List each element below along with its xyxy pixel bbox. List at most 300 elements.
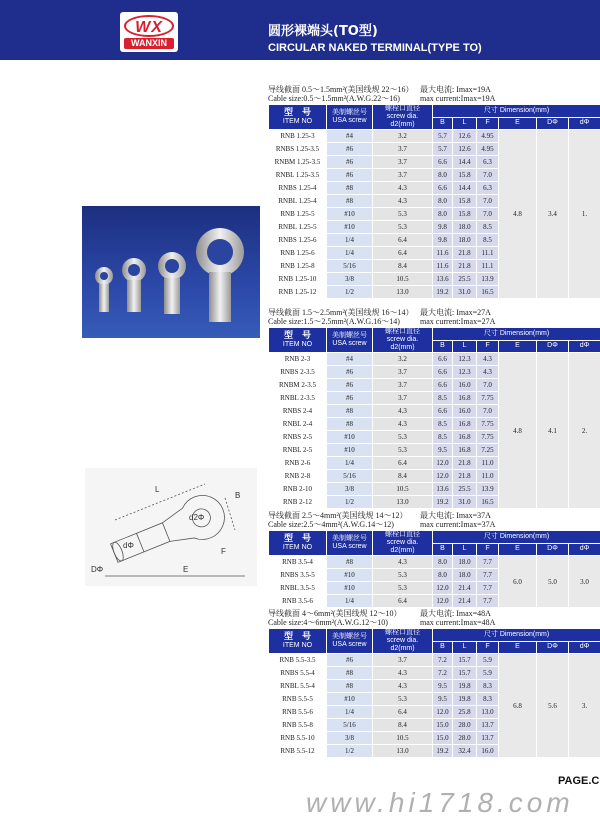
cell-l: 32.4 — [453, 745, 477, 758]
cell-d2: 5.3 — [373, 208, 433, 221]
col-header-f: F — [477, 117, 499, 130]
col-header-f: F — [477, 543, 499, 556]
cell-usa: #8 — [327, 680, 373, 693]
cell-f: 16.5 — [477, 496, 499, 509]
col-header-d2-en: screw dia. — [386, 113, 419, 120]
page-title-en: CIRCULAR NAKED TERMINAL(TYPE TO) — [268, 42, 482, 54]
cell-usa: #8 — [327, 556, 373, 569]
dim-label-f: F — [221, 547, 226, 556]
cell-f: 13.9 — [477, 273, 499, 286]
cell-item: RNB 5.5-6 — [269, 706, 327, 719]
cell-usa: #8 — [327, 418, 373, 431]
col-header-usa-en: USA screw — [332, 340, 367, 347]
col-header-e: E — [499, 340, 537, 353]
cell-usa: 1/4 — [327, 457, 373, 470]
cell-d-merged: 3.4 — [537, 130, 569, 299]
cable-size-en — [268, 317, 600, 326]
cell-l: 21.8 — [453, 260, 477, 273]
col-header-d2-unit: d2(mm) — [390, 344, 415, 351]
col-header-type-cn: 型 号 — [283, 107, 311, 117]
cell-f: 7.7 — [477, 556, 499, 569]
cell-l: 12.6 — [453, 130, 477, 143]
cell-d-merged: 2. — [569, 353, 600, 509]
col-header-d: DΦ — [537, 117, 569, 130]
cell-b: 19.2 — [433, 496, 453, 509]
cell-d2: 3.7 — [373, 156, 433, 169]
cell-b: 8.0 — [433, 169, 453, 182]
cell-d2: 4.3 — [373, 418, 433, 431]
cell-d2: 5.3 — [373, 582, 433, 595]
col-header-d2-en: screw dia. — [386, 637, 419, 644]
spec-section-1 — [268, 85, 600, 299]
cable-size-cn-text: 导线截面 2.5～4mm²(美国线规 14～12） — [268, 511, 408, 520]
cell-f: 8.3 — [477, 680, 499, 693]
cell-d-merged: 3. — [569, 654, 600, 758]
cell-d2: 4.3 — [373, 667, 433, 680]
col-header-type — [269, 105, 327, 130]
cell-item: RNB 1.25-12 — [269, 286, 327, 299]
cell-d2: 8.4 — [373, 470, 433, 483]
cell-item: RNB 5.5-10 — [269, 732, 327, 745]
cell-item: RNBS 2-4 — [269, 405, 327, 418]
cell-usa: #8 — [327, 405, 373, 418]
cell-f: 11.0 — [477, 470, 499, 483]
cell-l: 18.0 — [453, 556, 477, 569]
cell-l: 21.8 — [453, 470, 477, 483]
cell-f: 11.1 — [477, 260, 499, 273]
cell-usa: #6 — [327, 169, 373, 182]
spec-table — [268, 530, 600, 608]
cell-usa: #6 — [327, 379, 373, 392]
cell-usa: 1/4 — [327, 595, 373, 608]
col-header-b: B — [433, 543, 453, 556]
cell-item: RNBS 1.25-6 — [269, 234, 327, 247]
max-current-en: max current:Imax=19A — [420, 94, 496, 103]
cell-b: 6.6 — [433, 353, 453, 366]
col-header-l: L — [453, 641, 477, 654]
cable-size-cn — [268, 511, 600, 520]
cell-l: 16.8 — [453, 444, 477, 457]
cell-item: RNB 1.25-8 — [269, 260, 327, 273]
cell-b: 8.5 — [433, 392, 453, 405]
col-header-usa-cn: 美制螺丝号 — [332, 109, 367, 116]
col-header-type — [269, 629, 327, 654]
col-header-dimension — [433, 531, 600, 544]
col-header-l: L — [453, 117, 477, 130]
terminals-illustration — [82, 206, 260, 338]
cell-l: 14.4 — [453, 156, 477, 169]
cell-l: 15.7 — [453, 654, 477, 667]
col-header-usa — [327, 105, 373, 130]
max-current-cn: 最大电流: Imax=37A — [420, 511, 491, 520]
cell-d2: 3.7 — [373, 143, 433, 156]
cell-b: 15.0 — [433, 719, 453, 732]
cell-l: 25.5 — [453, 483, 477, 496]
cell-usa: #10 — [327, 431, 373, 444]
cell-d-merged: 4.1 — [537, 353, 569, 509]
cell-item: RNBS 3.5-5 — [269, 569, 327, 582]
cell-f: 11.1 — [477, 247, 499, 260]
cell-b: 5.7 — [433, 130, 453, 143]
cable-size-en-text: Cable size:0.5～1.5mm²(A.W.G.22～16) — [268, 94, 400, 103]
cell-f: 13.7 — [477, 732, 499, 745]
table-row — [269, 654, 600, 667]
logo-mark: WX — [124, 15, 174, 37]
cell-f: 4.3 — [477, 353, 499, 366]
cell-item: RNB 2-3 — [269, 353, 327, 366]
col-header-type-cn: 型 号 — [283, 631, 311, 641]
cell-l: 12.3 — [453, 353, 477, 366]
col-header-b: B — [433, 641, 453, 654]
cell-item: RNB 1.25-3 — [269, 130, 327, 143]
cell-f: 6.3 — [477, 182, 499, 195]
cell-usa: #4 — [327, 130, 373, 143]
cell-l: 21.4 — [453, 595, 477, 608]
cell-item: RNBL 5.5-4 — [269, 680, 327, 693]
terminal-medium — [122, 258, 146, 312]
col-header-e: E — [499, 641, 537, 654]
watermark: www.hi1718.com — [306, 787, 574, 818]
cell-d-merged: 3.0 — [569, 556, 600, 608]
cell-item: RNB 2-10 — [269, 483, 327, 496]
cell-d-merged: 5.0 — [537, 556, 569, 608]
cell-b: 8.5 — [433, 431, 453, 444]
max-current-en: max current:Imax=37A — [420, 520, 496, 529]
cell-d2: 6.4 — [373, 457, 433, 470]
col-header-d2-cn: 螺栓口直径 — [385, 531, 420, 538]
cell-d2: 3.7 — [373, 654, 433, 667]
cell-usa: #6 — [327, 366, 373, 379]
col-header-usa-en: USA screw — [332, 641, 367, 648]
cell-f: 4.95 — [477, 130, 499, 143]
cell-b: 6.6 — [433, 405, 453, 418]
cell-item: RNB 1.25-10 — [269, 273, 327, 286]
cell-item: RNBS 1.25-4 — [269, 182, 327, 195]
cable-size-cn — [268, 609, 600, 618]
cell-l: 31.0 — [453, 496, 477, 509]
spec-table — [268, 104, 600, 299]
spec-section-3 — [268, 511, 600, 608]
col-header-d2 — [373, 531, 433, 556]
dim-label-dphi: dΦ — [123, 541, 134, 550]
cell-l: 14.4 — [453, 182, 477, 195]
col-header-b: B — [433, 117, 453, 130]
cell-d2: 3.7 — [373, 379, 433, 392]
cell-b: 7.2 — [433, 667, 453, 680]
cell-b: 8.0 — [433, 569, 453, 582]
cable-size-en — [268, 520, 600, 529]
cell-usa: #6 — [327, 156, 373, 169]
col-header-usa — [327, 328, 373, 353]
col-header-usa-cn: 美制螺丝号 — [332, 633, 367, 640]
cell-d2: 6.4 — [373, 706, 433, 719]
col-header-type-en: ITEM NO — [282, 642, 313, 649]
cell-item: RNBL 1.25-5 — [269, 221, 327, 234]
col-header-d2-cn: 螺栓口直径 — [385, 629, 420, 636]
col-header-d: DΦ — [537, 543, 569, 556]
cell-item: RNB 5.5-5 — [269, 693, 327, 706]
dim-label-dphi-outer: DΦ — [91, 565, 104, 574]
cable-size-en — [268, 94, 600, 103]
header-row-1 — [269, 105, 600, 118]
col-header-type-cn: 型 号 — [283, 330, 311, 340]
col-header-type-en: ITEM NO — [282, 118, 313, 125]
logo-brand: WANXIN — [124, 38, 174, 49]
col-header-type-en: ITEM NO — [282, 544, 313, 551]
col-header-d2-en: screw dia. — [386, 336, 419, 343]
terminal-xlarge — [196, 228, 244, 322]
dimension-diagram — [85, 468, 257, 586]
cell-l: 18.0 — [453, 234, 477, 247]
cell-item: RNB 1.25-5 — [269, 208, 327, 221]
cell-b: 12.0 — [433, 582, 453, 595]
cell-b: 9.8 — [433, 234, 453, 247]
col-header-type — [269, 328, 327, 353]
cell-f: 7.7 — [477, 595, 499, 608]
cell-item: RNBS 5.5-4 — [269, 667, 327, 680]
cell-f: 11.0 — [477, 457, 499, 470]
cell-f: 7.7 — [477, 569, 499, 582]
cable-size-en-text: Cable size:4～6mm²(A.W.G.12～10) — [268, 618, 388, 627]
col-header-usa — [327, 629, 373, 654]
cell-usa: #6 — [327, 143, 373, 156]
cell-usa: #10 — [327, 569, 373, 582]
cell-b: 6.6 — [433, 182, 453, 195]
cell-usa: 1/2 — [327, 745, 373, 758]
table-row — [269, 353, 600, 366]
cell-usa: #6 — [327, 392, 373, 405]
cell-usa: 1/4 — [327, 247, 373, 260]
cell-e-merged: 4.8 — [499, 353, 537, 509]
col-header-dim-en: Dimension(mm) — [499, 630, 550, 638]
cell-d2: 13.0 — [373, 496, 433, 509]
cell-usa: 5/16 — [327, 470, 373, 483]
max-current-en: max current:Imax=48A — [420, 618, 496, 627]
cell-b: 9.8 — [433, 221, 453, 234]
cell-f: 16.0 — [477, 745, 499, 758]
cell-usa: 3/8 — [327, 483, 373, 496]
cell-item: RNB 2-8 — [269, 470, 327, 483]
col-header-b: B — [433, 340, 453, 353]
cell-item: RNBS 2-3.5 — [269, 366, 327, 379]
cell-item: RNB 2-6 — [269, 457, 327, 470]
cell-usa: #10 — [327, 221, 373, 234]
col-header-dimension — [433, 105, 600, 118]
cell-b: 5.7 — [433, 143, 453, 156]
cell-f: 13.0 — [477, 706, 499, 719]
max-current-en: max current:Imax=27A — [420, 317, 496, 326]
cell-f: 8.5 — [477, 221, 499, 234]
cell-f: 13.9 — [477, 483, 499, 496]
cell-l: 19.8 — [453, 680, 477, 693]
cell-b: 15.0 — [433, 732, 453, 745]
terminal-drawing — [85, 468, 257, 586]
cell-d-merged: 1. — [569, 130, 600, 299]
cell-f: 16.5 — [477, 286, 499, 299]
cell-d2: 4.3 — [373, 182, 433, 195]
cell-l: 12.3 — [453, 366, 477, 379]
col-header-type-en: ITEM NO — [282, 341, 313, 348]
cell-d2: 5.3 — [373, 431, 433, 444]
col-header-e: E — [499, 117, 537, 130]
cell-d2: 5.3 — [373, 693, 433, 706]
cell-usa: #10 — [327, 208, 373, 221]
col-header-e: E — [499, 543, 537, 556]
cell-b: 9.5 — [433, 680, 453, 693]
col-header-d2-unit: d2(mm) — [390, 645, 415, 652]
col-header-f: F — [477, 641, 499, 654]
cell-l: 19.8 — [453, 693, 477, 706]
cable-size-cn — [268, 308, 600, 317]
col-header-dim-cn: 尺寸 — [483, 630, 498, 638]
dim-label-d2: d2Φ — [189, 513, 205, 522]
cell-f: 5.9 — [477, 667, 499, 680]
cell-b: 6.6 — [433, 379, 453, 392]
cell-item: RNBS 1.25-3.5 — [269, 143, 327, 156]
cell-d2: 8.4 — [373, 260, 433, 273]
col-header-d2-en: screw dia. — [386, 539, 419, 546]
cell-d2: 4.3 — [373, 680, 433, 693]
cell-f: 7.75 — [477, 431, 499, 444]
cell-l: 15.7 — [453, 667, 477, 680]
cable-size-cn — [268, 85, 600, 94]
cell-b: 9.5 — [433, 444, 453, 457]
cell-d2: 5.3 — [373, 221, 433, 234]
cell-item: RNBM 1.25-3.5 — [269, 156, 327, 169]
cell-e-merged: 4.8 — [499, 130, 537, 299]
cell-e-merged: 6.8 — [499, 654, 537, 758]
cell-item: RNBL 3.5-5 — [269, 582, 327, 595]
cell-item: RNBS 2-5 — [269, 431, 327, 444]
cell-d2: 5.3 — [373, 569, 433, 582]
cell-b: 6.6 — [433, 366, 453, 379]
cell-item: RNBM 2-3.5 — [269, 379, 327, 392]
cell-d2: 8.4 — [373, 719, 433, 732]
col-header-d2 — [373, 105, 433, 130]
cell-d2: 6.4 — [373, 234, 433, 247]
col-header-d2-cn: 螺栓口直径 — [385, 105, 420, 112]
col-header-dimension — [433, 629, 600, 642]
cell-l: 16.8 — [453, 431, 477, 444]
cell-l: 21.8 — [453, 457, 477, 470]
cell-f: 7.25 — [477, 444, 499, 457]
col-header-dim-cn: 尺寸 — [483, 532, 498, 540]
cell-usa: 1/2 — [327, 286, 373, 299]
cell-f: 7.0 — [477, 379, 499, 392]
cable-size-en-text: Cable size:2.5～4mm²(A.W.G.14～12) — [268, 520, 394, 529]
cell-usa: #10 — [327, 693, 373, 706]
page-title-cn: 圆形裸端头(TO型) — [268, 24, 378, 39]
cell-item: RNBL 1.25-3.5 — [269, 169, 327, 182]
col-header-d: dΦ — [569, 117, 600, 130]
cell-usa: #8 — [327, 182, 373, 195]
col-header-dimension — [433, 328, 600, 341]
cable-size-en-text: Cable size:1.5～2.5mm²(A.W.G.16～14) — [268, 317, 400, 326]
cell-f: 7.75 — [477, 392, 499, 405]
terminal-large — [158, 252, 186, 314]
cell-f: 5.9 — [477, 654, 499, 667]
cell-b: 12.0 — [433, 595, 453, 608]
cable-size-cn-text: 导线截面 0.5～1.5mm²(美国线规 22～16） — [268, 85, 414, 94]
cell-item: RNBL 2-5 — [269, 444, 327, 457]
cell-l: 21.8 — [453, 247, 477, 260]
cell-usa: 3/8 — [327, 732, 373, 745]
table-row — [269, 556, 600, 569]
col-header-usa-en: USA screw — [332, 117, 367, 124]
max-current-cn: 最大电流: Imax=19A — [420, 85, 491, 94]
cell-f: 4.3 — [477, 366, 499, 379]
col-header-d2 — [373, 328, 433, 353]
cell-b: 9.5 — [433, 693, 453, 706]
cell-l: 21.4 — [453, 582, 477, 595]
cell-usa: #4 — [327, 353, 373, 366]
cell-d2: 10.5 — [373, 483, 433, 496]
cell-d2: 3.7 — [373, 366, 433, 379]
col-header-f: F — [477, 340, 499, 353]
cell-l: 12.6 — [453, 143, 477, 156]
cell-item: RNBL 2-4 — [269, 418, 327, 431]
cell-d2: 6.4 — [373, 595, 433, 608]
col-header-dim-en: Dimension(mm) — [499, 329, 550, 337]
cell-item: RNB 5.5-12 — [269, 745, 327, 758]
col-header-type — [269, 531, 327, 556]
dim-label-l: L — [155, 485, 160, 494]
spec-section-4 — [268, 609, 600, 758]
cell-b: 6.6 — [433, 156, 453, 169]
cell-d2: 4.3 — [373, 556, 433, 569]
col-header-dim-en: Dimension(mm) — [499, 106, 550, 114]
cell-item: RNBL 2-3.5 — [269, 392, 327, 405]
cell-l: 16.8 — [453, 418, 477, 431]
cell-item: RNB 3.5-6 — [269, 595, 327, 608]
cell-d2: 3.2 — [373, 353, 433, 366]
col-header-d2-unit: d2(mm) — [390, 121, 415, 128]
cell-d2: 3.2 — [373, 130, 433, 143]
cell-d2: 3.7 — [373, 169, 433, 182]
terminal-small — [95, 267, 113, 312]
header-row-1 — [269, 328, 600, 341]
cell-item: RNB 2-12 — [269, 496, 327, 509]
spec-table — [268, 327, 600, 509]
cell-d-merged: 5.6 — [537, 654, 569, 758]
col-header-d: dΦ — [569, 641, 600, 654]
col-header-dim-en: Dimension(mm) — [499, 532, 550, 540]
cell-l: 16.0 — [453, 379, 477, 392]
cell-b: 19.2 — [433, 286, 453, 299]
cell-item: RNB 3.5-4 — [269, 556, 327, 569]
cell-usa: #8 — [327, 667, 373, 680]
cell-d2: 10.5 — [373, 732, 433, 745]
cell-usa: #8 — [327, 195, 373, 208]
cell-f: 13.7 — [477, 719, 499, 732]
cell-l: 16.0 — [453, 405, 477, 418]
cell-usa: 1/4 — [327, 234, 373, 247]
col-header-d: DΦ — [537, 641, 569, 654]
cell-l: 25.8 — [453, 706, 477, 719]
cell-b: 11.6 — [433, 260, 453, 273]
cell-f: 6.3 — [477, 156, 499, 169]
cell-f: 8.5 — [477, 234, 499, 247]
col-header-usa-cn: 美制螺丝号 — [332, 332, 367, 339]
cable-size-en — [268, 618, 600, 627]
cell-b: 12.0 — [433, 457, 453, 470]
cell-usa: #10 — [327, 444, 373, 457]
cell-l: 28.0 — [453, 732, 477, 745]
cell-l: 25.5 — [453, 273, 477, 286]
max-current-cn: 最大电流: Imax=48A — [420, 609, 491, 618]
col-header-d: dΦ — [569, 340, 600, 353]
cell-f: 7.0 — [477, 195, 499, 208]
